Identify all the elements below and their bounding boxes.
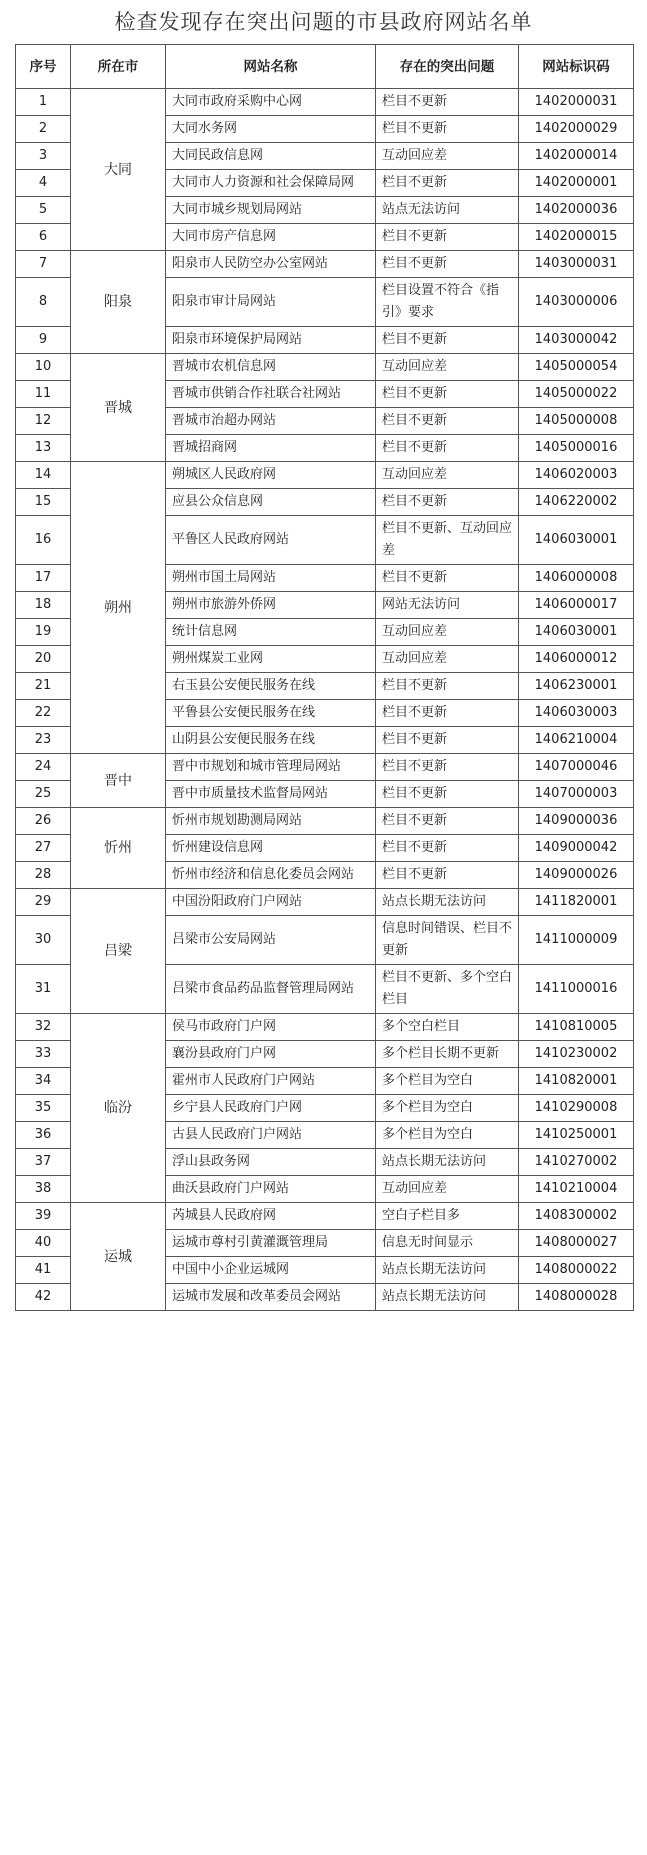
row-seq: 3 xyxy=(16,143,71,170)
site-problem: 互动回应差 xyxy=(376,354,519,381)
website-list-table xyxy=(15,44,634,1311)
row-seq: 18 xyxy=(16,592,71,619)
site-code: 1409000036 xyxy=(519,808,634,835)
site-code: 1409000026 xyxy=(519,862,634,889)
site-name: 平鲁区人民政府网站 xyxy=(166,516,376,565)
header-seq: 序号 xyxy=(16,45,71,89)
site-name: 大同水务网 xyxy=(166,116,376,143)
row-seq: 28 xyxy=(16,862,71,889)
site-name: 大同市房产信息网 xyxy=(166,224,376,251)
table-row xyxy=(16,1203,634,1230)
row-seq: 1 xyxy=(16,89,71,116)
site-code: 1411820001 xyxy=(519,889,634,916)
site-name: 古县人民政府门户网站 xyxy=(166,1122,376,1149)
site-name: 中国汾阳政府门户网站 xyxy=(166,889,376,916)
site-problem: 网站无法访问 xyxy=(376,592,519,619)
site-code: 1406220002 xyxy=(519,489,634,516)
row-seq: 35 xyxy=(16,1095,71,1122)
row-seq: 24 xyxy=(16,754,71,781)
site-problem: 多个空白栏目 xyxy=(376,1014,519,1041)
site-problem: 信息时间错误、栏目不更新 xyxy=(376,916,519,965)
site-code: 1406000012 xyxy=(519,646,634,673)
site-problem: 栏目不更新 xyxy=(376,565,519,592)
header-site-name: 网站名称 xyxy=(166,45,376,89)
site-name: 晋城招商网 xyxy=(166,435,376,462)
site-problem: 站点无法访问 xyxy=(376,197,519,224)
site-problem: 互动回应差 xyxy=(376,462,519,489)
site-code: 1410230002 xyxy=(519,1041,634,1068)
site-code: 1402000015 xyxy=(519,224,634,251)
site-problem: 栏目不更新 xyxy=(376,862,519,889)
site-code: 1408000028 xyxy=(519,1284,634,1311)
site-code: 1402000036 xyxy=(519,197,634,224)
site-code: 1406020003 xyxy=(519,462,634,489)
city-cell: 忻州 xyxy=(71,808,166,889)
site-code: 1410820001 xyxy=(519,1068,634,1095)
site-problem: 多个栏目为空白 xyxy=(376,1122,519,1149)
site-name: 大同民政信息网 xyxy=(166,143,376,170)
table-body xyxy=(16,89,634,1311)
site-problem: 栏目不更新 xyxy=(376,251,519,278)
site-code: 1402000001 xyxy=(519,170,634,197)
site-problem: 栏目不更新 xyxy=(376,116,519,143)
site-name: 曲沃县政府门户网站 xyxy=(166,1176,376,1203)
site-name: 晋城市治超办网站 xyxy=(166,408,376,435)
row-seq: 27 xyxy=(16,835,71,862)
site-name: 阳泉市环境保护局网站 xyxy=(166,327,376,354)
site-code: 1407000046 xyxy=(519,754,634,781)
site-problem: 栏目不更新 xyxy=(376,170,519,197)
site-name: 襄汾县政府门户网 xyxy=(166,1041,376,1068)
site-code: 1408000022 xyxy=(519,1257,634,1284)
row-seq: 11 xyxy=(16,381,71,408)
site-name: 运城市发展和改革委员会网站 xyxy=(166,1284,376,1311)
site-code: 1402000014 xyxy=(519,143,634,170)
site-problem: 互动回应差 xyxy=(376,619,519,646)
row-seq: 9 xyxy=(16,327,71,354)
site-problem: 栏目不更新 xyxy=(376,781,519,808)
site-name: 山阴县公安便民服务在线 xyxy=(166,727,376,754)
site-code: 1406230001 xyxy=(519,673,634,700)
row-seq: 29 xyxy=(16,889,71,916)
site-problem: 栏目不更新、互动回应差 xyxy=(376,516,519,565)
site-name: 忻州建设信息网 xyxy=(166,835,376,862)
site-code: 1402000029 xyxy=(519,116,634,143)
site-name: 平鲁县公安便民服务在线 xyxy=(166,700,376,727)
table-row xyxy=(16,889,634,916)
site-name: 统计信息网 xyxy=(166,619,376,646)
site-problem: 栏目不更新 xyxy=(376,700,519,727)
site-name: 阳泉市人民防空办公室网站 xyxy=(166,251,376,278)
row-seq: 16 xyxy=(16,516,71,565)
row-seq: 22 xyxy=(16,700,71,727)
page-title: 检查发现存在突出问题的市县政府网站名单 xyxy=(114,10,533,34)
site-code: 1402000031 xyxy=(519,89,634,116)
row-seq: 19 xyxy=(16,619,71,646)
site-name: 芮城县人民政府网 xyxy=(166,1203,376,1230)
site-code: 1411000016 xyxy=(519,965,634,1014)
row-seq: 40 xyxy=(16,1230,71,1257)
site-code: 1408000027 xyxy=(519,1230,634,1257)
site-problem: 栏目不更新 xyxy=(376,435,519,462)
site-code: 1403000031 xyxy=(519,251,634,278)
site-code: 1407000003 xyxy=(519,781,634,808)
row-seq: 17 xyxy=(16,565,71,592)
site-name: 侯马市政府门户网 xyxy=(166,1014,376,1041)
site-name: 霍州市人民政府门户网站 xyxy=(166,1068,376,1095)
city-cell: 阳泉 xyxy=(71,251,166,354)
site-name: 大同市人力资源和社会保障局网 xyxy=(166,170,376,197)
row-seq: 20 xyxy=(16,646,71,673)
row-seq: 34 xyxy=(16,1068,71,1095)
site-problem: 栏目不更新 xyxy=(376,489,519,516)
site-problem: 栏目不更新、多个空白栏目 xyxy=(376,965,519,1014)
table-row xyxy=(16,1014,634,1041)
header-problem: 存在的突出问题 xyxy=(376,45,519,89)
row-seq: 7 xyxy=(16,251,71,278)
site-name: 吕梁市食品药品监督管理局网站 xyxy=(166,965,376,1014)
table-row xyxy=(16,251,634,278)
site-code: 1406000008 xyxy=(519,565,634,592)
table-row xyxy=(16,462,634,489)
row-seq: 25 xyxy=(16,781,71,808)
site-name: 应县公众信息网 xyxy=(166,489,376,516)
header-site-code: 网站标识码 xyxy=(519,45,634,89)
row-seq: 30 xyxy=(16,916,71,965)
row-seq: 23 xyxy=(16,727,71,754)
table-row xyxy=(16,754,634,781)
site-code: 1409000042 xyxy=(519,835,634,862)
site-problem: 栏目设置不符合《指引》要求 xyxy=(376,278,519,327)
site-problem: 站点长期无法访问 xyxy=(376,1257,519,1284)
site-name: 晋城市农机信息网 xyxy=(166,354,376,381)
site-problem: 互动回应差 xyxy=(376,1176,519,1203)
site-problem: 互动回应差 xyxy=(376,143,519,170)
city-cell: 临汾 xyxy=(71,1014,166,1203)
city-cell: 吕梁 xyxy=(71,889,166,1014)
site-code: 1411000009 xyxy=(519,916,634,965)
row-seq: 6 xyxy=(16,224,71,251)
site-name: 吕梁市公安局网站 xyxy=(166,916,376,965)
site-name: 阳泉市审计局网站 xyxy=(166,278,376,327)
site-code: 1405000008 xyxy=(519,408,634,435)
row-seq: 13 xyxy=(16,435,71,462)
table-header-row xyxy=(16,45,634,89)
site-name: 晋中市规划和城市管理局网站 xyxy=(166,754,376,781)
row-seq: 8 xyxy=(16,278,71,327)
table-row xyxy=(16,89,634,116)
site-code: 1406030001 xyxy=(519,619,634,646)
row-seq: 26 xyxy=(16,808,71,835)
site-name: 大同市政府采购中心网 xyxy=(166,89,376,116)
site-name: 运城市尊村引黄灌溉管理局 xyxy=(166,1230,376,1257)
row-seq: 37 xyxy=(16,1149,71,1176)
site-code: 1410210004 xyxy=(519,1176,634,1203)
site-problem: 栏目不更新 xyxy=(376,327,519,354)
site-name: 朔州煤炭工业网 xyxy=(166,646,376,673)
city-cell: 晋城 xyxy=(71,354,166,462)
site-problem: 站点长期无法访问 xyxy=(376,1149,519,1176)
city-cell: 运城 xyxy=(71,1203,166,1311)
site-problem: 栏目不更新 xyxy=(376,408,519,435)
site-problem: 栏目不更新 xyxy=(376,673,519,700)
site-problem: 站点长期无法访问 xyxy=(376,889,519,916)
site-code: 1406030003 xyxy=(519,700,634,727)
site-code: 1405000054 xyxy=(519,354,634,381)
site-problem: 栏目不更新 xyxy=(376,224,519,251)
row-seq: 36 xyxy=(16,1122,71,1149)
site-code: 1410290008 xyxy=(519,1095,634,1122)
site-problem: 互动回应差 xyxy=(376,646,519,673)
site-problem: 栏目不更新 xyxy=(376,89,519,116)
site-code: 1405000022 xyxy=(519,381,634,408)
site-name: 忻州市规划勘测局网站 xyxy=(166,808,376,835)
site-problem: 站点长期无法访问 xyxy=(376,1284,519,1311)
table-row xyxy=(16,354,634,381)
site-name: 忻州市经济和信息化委员会网站 xyxy=(166,862,376,889)
site-code: 1406030001 xyxy=(519,516,634,565)
site-problem: 栏目不更新 xyxy=(376,754,519,781)
row-seq: 4 xyxy=(16,170,71,197)
header-city: 所在市 xyxy=(71,45,166,89)
row-seq: 38 xyxy=(16,1176,71,1203)
site-name: 乡宁县人民政府门户网 xyxy=(166,1095,376,1122)
row-seq: 31 xyxy=(16,965,71,1014)
site-name: 大同市城乡规划局网站 xyxy=(166,197,376,224)
site-code: 1410250001 xyxy=(519,1122,634,1149)
city-cell: 大同 xyxy=(71,89,166,251)
site-name: 中国中小企业运城网 xyxy=(166,1257,376,1284)
site-problem: 多个栏目为空白 xyxy=(376,1095,519,1122)
site-name: 晋城市供销合作社联合社网站 xyxy=(166,381,376,408)
row-seq: 12 xyxy=(16,408,71,435)
site-name: 朔城区人民政府网 xyxy=(166,462,376,489)
site-problem: 空白子栏目多 xyxy=(376,1203,519,1230)
site-name: 右玉县公安便民服务在线 xyxy=(166,673,376,700)
site-problem: 多个栏目为空白 xyxy=(376,1068,519,1095)
site-code: 1406210004 xyxy=(519,727,634,754)
row-seq: 21 xyxy=(16,673,71,700)
row-seq: 15 xyxy=(16,489,71,516)
row-seq: 41 xyxy=(16,1257,71,1284)
site-code: 1403000042 xyxy=(519,327,634,354)
site-problem: 栏目不更新 xyxy=(376,835,519,862)
city-cell: 朔州 xyxy=(71,462,166,754)
site-name: 朔州市国土局网站 xyxy=(166,565,376,592)
site-name: 朔州市旅游外侨网 xyxy=(166,592,376,619)
site-name: 晋中市质量技术监督局网站 xyxy=(166,781,376,808)
site-problem: 栏目不更新 xyxy=(376,381,519,408)
row-seq: 2 xyxy=(16,116,71,143)
site-name: 浮山县政务网 xyxy=(166,1149,376,1176)
site-code: 1408300002 xyxy=(519,1203,634,1230)
site-code: 1410810005 xyxy=(519,1014,634,1041)
site-code: 1410270002 xyxy=(519,1149,634,1176)
row-seq: 42 xyxy=(16,1284,71,1311)
row-seq: 39 xyxy=(16,1203,71,1230)
city-cell: 晋中 xyxy=(71,754,166,808)
row-seq: 32 xyxy=(16,1014,71,1041)
table-row xyxy=(16,808,634,835)
site-code: 1405000016 xyxy=(519,435,634,462)
site-problem: 多个栏目长期不更新 xyxy=(376,1041,519,1068)
row-seq: 10 xyxy=(16,354,71,381)
row-seq: 33 xyxy=(16,1041,71,1068)
site-problem: 栏目不更新 xyxy=(376,808,519,835)
row-seq: 5 xyxy=(16,197,71,224)
site-code: 1403000006 xyxy=(519,278,634,327)
site-code: 1406000017 xyxy=(519,592,634,619)
site-problem: 栏目不更新 xyxy=(376,727,519,754)
row-seq: 14 xyxy=(16,462,71,489)
site-problem: 信息无时间显示 xyxy=(376,1230,519,1257)
